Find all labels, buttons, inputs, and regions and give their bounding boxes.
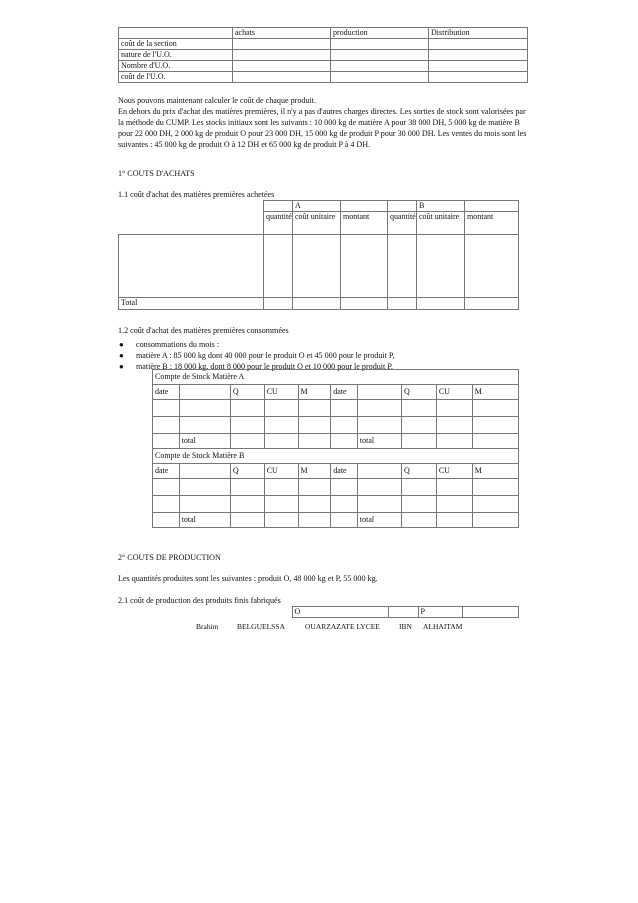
table-cell (298, 434, 331, 449)
table-cell (388, 201, 417, 212)
table-cell (233, 72, 331, 83)
col-date: date (153, 464, 180, 479)
table-cell (472, 417, 518, 434)
heading-couts-achats: 1° COUTS D'ACHATS (118, 169, 195, 178)
table-row (119, 50, 528, 61)
table-cell (179, 496, 230, 513)
table-header-row (118, 607, 518, 618)
stock-accounts-table (152, 369, 519, 528)
table-cell (331, 513, 358, 528)
stock-a-title-row (153, 370, 519, 385)
table-cell (298, 479, 331, 496)
stock-a-title: Compte de Stock Matière A (153, 370, 519, 385)
table-cell (118, 607, 292, 618)
production-cost-table (118, 606, 519, 618)
table-cell (331, 50, 429, 61)
table-cell (436, 417, 472, 434)
bullet-icon: ● (119, 351, 124, 360)
table-cell (153, 434, 180, 449)
table-cell (388, 607, 418, 618)
list-item-text: consommations du mois : (136, 340, 219, 349)
table-cell (401, 400, 436, 417)
table-cell (233, 50, 331, 61)
header-cell (119, 28, 233, 39)
table-cell (472, 400, 518, 417)
stock-b-title-row (153, 449, 519, 464)
table-cell (230, 496, 264, 513)
list-item-text: matière A : 85 000 kg dont 40 000 pour le produit O et 45 000 pour le produit P, (136, 351, 395, 360)
table-cell (264, 434, 298, 449)
col-m: M (298, 464, 331, 479)
col-o: O (292, 607, 388, 618)
table-cell (119, 235, 264, 298)
heading-couts-production: 2° COUTS DE PRODUCTION (118, 553, 221, 562)
table-cell (331, 400, 358, 417)
table-cell (465, 235, 519, 298)
row-label: coût de l'U.O. (119, 72, 233, 83)
table-cell (331, 417, 358, 434)
table-cell (179, 400, 230, 417)
col-date: date (331, 385, 358, 400)
list-item (118, 350, 395, 361)
table-row (153, 417, 519, 434)
table-cell (298, 496, 331, 513)
col-montant-b: montant (465, 212, 519, 235)
stock-b-header-row (153, 464, 519, 479)
footer-school: OUARZAZATE LYCEE (305, 622, 380, 631)
table-cell (465, 298, 519, 310)
table-cell (472, 513, 518, 528)
table-cell (357, 479, 401, 496)
table-cell (230, 434, 264, 449)
total-label: total (179, 513, 230, 528)
table-cell (153, 479, 180, 496)
table-cell (293, 235, 341, 298)
col-quantite: quantité (264, 212, 293, 235)
col-cu: CU (436, 385, 472, 400)
table-cell (462, 607, 518, 618)
table-cell (331, 61, 429, 72)
table-cell (401, 434, 436, 449)
table-cell (417, 298, 465, 310)
table-cell (357, 496, 401, 513)
col-date: date (153, 385, 180, 400)
table-cell (388, 298, 417, 310)
table-cell (429, 50, 528, 61)
purchase-cost-table (118, 200, 519, 310)
table-cell (331, 434, 358, 449)
table-row (119, 72, 528, 83)
col-cu: CU (264, 385, 298, 400)
table-cell (472, 496, 518, 513)
table-cell (153, 400, 180, 417)
header-cell: Distribution (429, 28, 528, 39)
group-a-label: A (293, 201, 341, 212)
table-cell (341, 298, 388, 310)
table-cell (179, 417, 230, 434)
col-cout-unitaire-b: coût unitaire (417, 212, 465, 235)
group-b-label: B (417, 201, 465, 212)
col-m: M (472, 464, 518, 479)
table-row (153, 400, 519, 417)
heading-2-1: 2.1 coût de production des produits finis fabriqués (118, 596, 281, 605)
table-cell (233, 61, 331, 72)
footer-ibn: IBN (399, 622, 412, 631)
footer-firstname: Brahim (196, 622, 219, 631)
table-cell (341, 235, 388, 298)
total-label: total (357, 434, 401, 449)
table-row (153, 479, 519, 496)
table-cell (230, 513, 264, 528)
table-row (119, 39, 528, 50)
consumption-list (118, 339, 395, 372)
heading-1-2: 1.2 coût d'achat des matières premières consommées (118, 326, 289, 335)
col-m: M (472, 385, 518, 400)
table-cell (436, 496, 472, 513)
table-row (119, 61, 528, 72)
table-cell (293, 298, 341, 310)
total-row (119, 298, 519, 310)
table-cell (357, 400, 401, 417)
table-cell (401, 479, 436, 496)
table-row (153, 496, 519, 513)
header-cell: production (331, 28, 429, 39)
stock-b-total-row (153, 513, 519, 528)
total-label: total (179, 434, 230, 449)
col-cu: CU (264, 464, 298, 479)
stock-a-header-row (153, 385, 519, 400)
table-cell (472, 434, 518, 449)
group-header-row (119, 201, 519, 212)
table-cell (429, 61, 528, 72)
col-q: Q (401, 464, 436, 479)
intro-paragraph (118, 95, 530, 150)
list-item-text: matière B : 18 000 kg, dont 8 000 pour le produit O et 10 000 pour le produit P. (136, 362, 393, 371)
table-cell (153, 417, 180, 434)
table-cell (357, 464, 401, 479)
col-quantite-b: quantité (388, 212, 417, 235)
row-label: nature de l'U.O. (119, 50, 233, 61)
list-item (118, 339, 395, 350)
stock-b-title: Compte de Stock Matière B (153, 449, 519, 464)
table-cell (357, 417, 401, 434)
production-quantities-text: Les quantités produites sont les suivantes : produit O, 48 000 kg et P, 55 000 kg. (118, 574, 378, 583)
table-cell (436, 479, 472, 496)
total-label: total (357, 513, 401, 528)
table-cell (436, 434, 472, 449)
table-cell (417, 235, 465, 298)
col-cout-unitaire: coût unitaire (293, 212, 341, 235)
table-cell (264, 496, 298, 513)
footer-alhaitam: ALHAITAM (423, 622, 463, 631)
table-cell (264, 201, 293, 212)
total-label: Total (119, 298, 264, 310)
table-cell (357, 385, 401, 400)
col-q: Q (230, 385, 264, 400)
table-cell (264, 479, 298, 496)
col-montant: montant (341, 212, 388, 235)
table-body-row (119, 235, 519, 298)
col-m: M (298, 385, 331, 400)
row-label: coût de la section (119, 39, 233, 50)
table-cell (401, 417, 436, 434)
table-cell (179, 385, 230, 400)
col-q: Q (401, 385, 436, 400)
stock-a-total-row (153, 434, 519, 449)
col-date: date (331, 464, 358, 479)
table-cell (341, 201, 388, 212)
table-cell (119, 201, 264, 212)
table-cell (119, 212, 264, 235)
intro-line: Nous pouvons maintenant calculer le coût de chaque produit. (118, 96, 317, 105)
table-header-row (119, 28, 528, 39)
bullet-icon: ● (119, 362, 124, 371)
table-cell (230, 479, 264, 496)
col-q: Q (230, 464, 264, 479)
table-cell (331, 39, 429, 50)
table-cell (230, 417, 264, 434)
table-cell (153, 496, 180, 513)
table-cell (179, 479, 230, 496)
table-cell (401, 513, 436, 528)
col-cu: CU (436, 464, 472, 479)
intro-body: En dehors du prix d'achat des matières premières, il n'y a pas d'autres charges directes. Les sorties de stock sont valorisées par la méthode du CUMP. Les stocks initiaux sont les suivants : 10 000 kg de matière A pour 38 000 DH, 5 000 kg de matière B pour 22 000 DH, 2 000 kg de produit O pour 23 000 DH, 15 000 kg de produit P pour 30 000 DH. Les ventes du mois sont les suivantes : 45 000 kg de produit O à 12 DH et 65 000 kg de produit P à 4 DH. (118, 107, 527, 149)
table-cell (298, 513, 331, 528)
table-cell (264, 513, 298, 528)
table-cell (436, 513, 472, 528)
table-cell (401, 496, 436, 513)
table-cell (264, 400, 298, 417)
header-cell: achats (233, 28, 331, 39)
footer-lastname: BELGUELSSA (237, 622, 285, 631)
table-cell (298, 417, 331, 434)
table-cell (472, 479, 518, 496)
table-cell (298, 400, 331, 417)
heading-1-1: 1.1 coût d'achat des matières premières achetées (118, 190, 275, 199)
table-cell (436, 400, 472, 417)
table-cell (264, 298, 293, 310)
table-cell (331, 496, 358, 513)
table-cell (179, 464, 230, 479)
table-cell (264, 417, 298, 434)
column-header-row (119, 212, 519, 235)
table-cell (429, 72, 528, 83)
table-cell (153, 513, 180, 528)
table-cell (264, 235, 293, 298)
bullet-icon: ● (119, 340, 124, 349)
col-p: P (418, 607, 462, 618)
table-cell (331, 72, 429, 83)
table-cell (388, 235, 417, 298)
section-cost-table (118, 27, 528, 83)
table-cell (465, 201, 519, 212)
table-cell (429, 39, 528, 50)
row-label: Nombre d'U.O. (119, 61, 233, 72)
table-cell (230, 400, 264, 417)
table-cell (233, 39, 331, 50)
table-cell (331, 479, 358, 496)
